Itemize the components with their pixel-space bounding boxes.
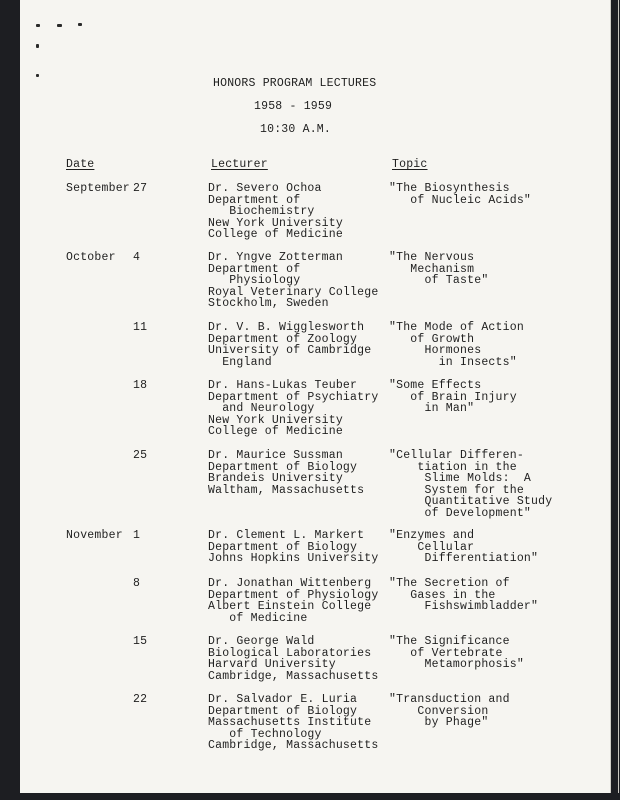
lecturer-line: Department of Biology xyxy=(208,540,358,554)
topic-line: Slime Molds: A xyxy=(389,472,532,486)
lecturer-line: New York University xyxy=(208,216,343,230)
topic-line: "Enzymes and xyxy=(389,529,475,542)
topic-line: tiation in the xyxy=(389,460,517,474)
topic-line: "The Nervous xyxy=(389,251,475,264)
lecturer-line: Royal Veterinary College xyxy=(208,285,379,299)
lecturer-line: Dr. Jonathan Wittenberg xyxy=(208,577,372,590)
punch-mark xyxy=(36,24,40,27)
lecturer-line: Biochemistry xyxy=(208,205,315,219)
lecturer-line: of Medicine xyxy=(208,611,308,625)
topic-line: Conversion xyxy=(389,704,489,718)
punch-mark xyxy=(57,24,62,27)
punch-mark xyxy=(36,44,39,48)
lecture-day: 27 xyxy=(133,182,148,195)
lecturer-line: Brandeis University xyxy=(208,472,343,486)
topic-line: Metamorphosis" xyxy=(389,658,524,672)
lecturer-line: Dr. Hans-Lukas Teuber xyxy=(208,379,358,392)
topic-line: Hormones xyxy=(389,344,482,358)
lecturer-line: England xyxy=(208,355,272,369)
lecturer-line: Johns Hopkins University xyxy=(208,552,379,566)
lecture-day: 25 xyxy=(133,449,148,462)
topic-line: "Some Effects xyxy=(389,379,482,392)
column-header-date: Date xyxy=(66,158,95,171)
topic-line: Cellular xyxy=(389,540,475,554)
lecture-month: September xyxy=(66,182,130,195)
lecturer-line: Dr. George Wald xyxy=(208,635,315,648)
lecture-time: 10:30 A.M. xyxy=(260,123,332,136)
punch-mark xyxy=(78,23,82,26)
topic-line: Gases in the xyxy=(389,588,496,602)
lecturer-line: University of Cambridge xyxy=(208,344,372,358)
topic-line: of Vertebrate xyxy=(389,646,503,660)
lecturer-line: of Technology xyxy=(208,727,322,741)
lecturer-line: Dr. V. B. Wigglesworth xyxy=(208,321,365,334)
lecturer-line: Department of xyxy=(208,193,301,207)
topic-line: of Growth xyxy=(389,332,475,346)
academic-year: 1958 - 1959 xyxy=(254,100,333,113)
topic-line: of Nucleic Acids" xyxy=(389,193,532,207)
lecturer-line: Department of Zoology xyxy=(208,332,358,346)
topic-line: "The Secretion of xyxy=(389,577,510,590)
lecturer-line: Harvard University xyxy=(208,658,336,672)
lecture-day: 1 xyxy=(133,529,141,542)
lecturer-line: Cambridge, Massachusetts xyxy=(208,669,379,683)
page-edge-line xyxy=(618,0,619,793)
lecturer-line: Department of Biology xyxy=(208,704,358,718)
lecturer-line: Dr. Clement L. Markert xyxy=(208,529,365,542)
lecturer-line: College of Medicine xyxy=(208,228,343,242)
topic-line: in Man" xyxy=(389,402,475,416)
topic-line: Differentiation" xyxy=(389,552,539,566)
topic-line: "The Mode of Action xyxy=(389,321,524,334)
lecture-month: October xyxy=(66,251,116,264)
column-header-lecturer: Lecturer xyxy=(211,158,268,171)
lecture-day: 15 xyxy=(133,635,148,648)
topic-line: Mechanism xyxy=(389,262,475,276)
lecture-day: 22 xyxy=(133,693,148,706)
lecturer-line: and Neurology xyxy=(208,402,315,416)
lecturer-line: Physiology xyxy=(208,274,301,288)
lecturer-line: Dr. Salvador E. Luria xyxy=(208,693,358,706)
document-page xyxy=(20,0,611,793)
column-header-topic: Topic xyxy=(392,158,428,171)
lecture-day: 8 xyxy=(133,577,141,590)
topic-line: by Phage" xyxy=(389,716,489,730)
topic-line: System for the xyxy=(389,483,524,497)
lecturer-line: Stockholm, Sweden xyxy=(208,297,329,311)
lecturer-line: Dr. Maurice Sussman xyxy=(208,449,343,462)
lecturer-line: Cambridge, Massachusetts xyxy=(208,739,379,753)
lecture-day: 4 xyxy=(133,251,141,264)
topic-line: of Development" xyxy=(389,507,532,520)
lecturer-line: Massachusetts Institute xyxy=(208,716,372,730)
punch-mark xyxy=(36,74,39,77)
lecturer-line: Department of Physiology xyxy=(208,588,379,602)
topic-line: "Cellular Differen- xyxy=(389,449,524,462)
lecturer-line: Department of xyxy=(208,262,301,276)
lecturer-line: College of Medicine xyxy=(208,425,343,439)
document-title: HONORS PROGRAM LECTURES xyxy=(213,77,377,90)
topic-line: "The Biosynthesis xyxy=(389,182,510,195)
topic-line: of Taste" xyxy=(389,274,489,288)
lecturer-line: Department of Biology xyxy=(208,460,358,474)
lecturer-line: Dr. Severo Ochoa xyxy=(208,182,322,195)
lecturer-line: Biological Laboratories xyxy=(208,646,372,660)
lecturer-line: Albert Einstein College xyxy=(208,600,372,614)
lecturer-line: Waltham, Massachusetts xyxy=(208,483,365,497)
topic-line: in Insects" xyxy=(389,355,517,369)
topic-line: Fishswimbladder" xyxy=(389,600,539,614)
lecturer-line: Dr. Yngve Zotterman xyxy=(208,251,343,264)
topic-line: Quantitative Study xyxy=(389,495,553,509)
lecture-month: November xyxy=(66,529,123,542)
lecture-day: 18 xyxy=(133,379,148,392)
lecturer-line: Department of Psychiatry xyxy=(208,390,379,404)
topic-line: "The Significance xyxy=(389,635,510,648)
lecture-day: 11 xyxy=(133,321,148,334)
topic-line: "Transduction and xyxy=(389,693,510,706)
topic-line: of Brain Injury xyxy=(389,390,517,404)
lecturer-line: New York University xyxy=(208,413,343,427)
